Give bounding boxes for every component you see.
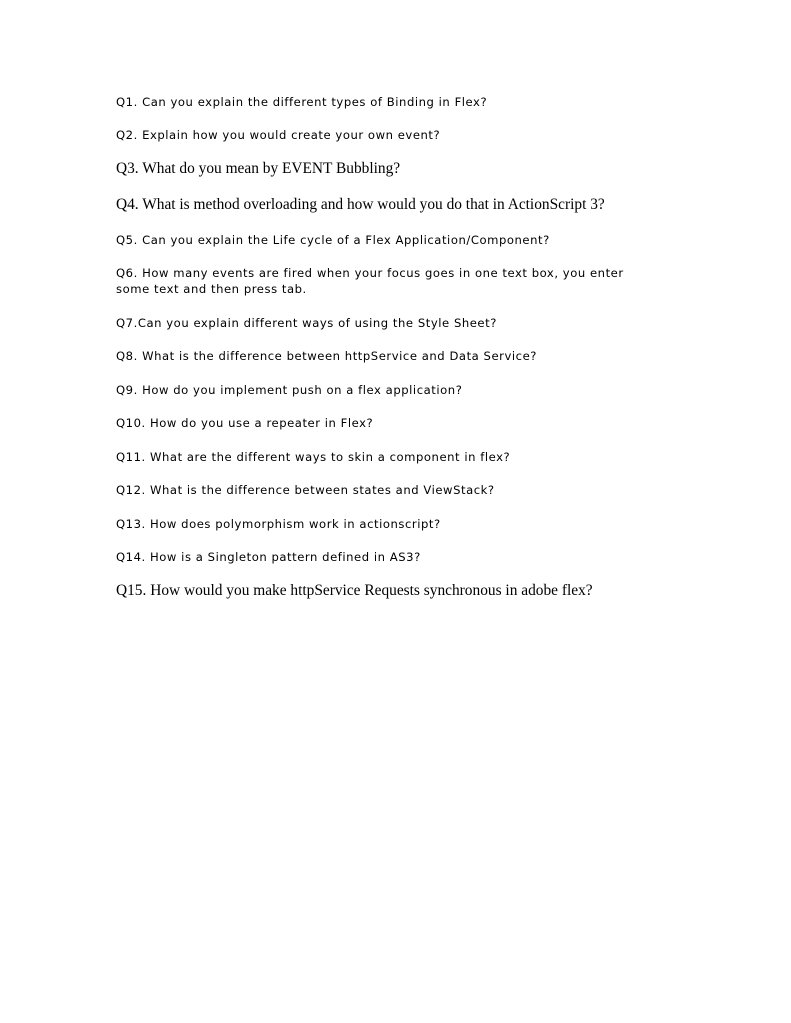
question-11: Q11. What are the different ways to skin a component in flex? bbox=[116, 450, 511, 464]
question-9: Q9. How do you implement push on a flex application? bbox=[116, 383, 463, 397]
question-2: Q2. Explain how you would create your own event? bbox=[116, 128, 441, 142]
question-6 bbox=[116, 265, 676, 297]
question-14: Q14. How is a Singleton pattern defined in AS3? bbox=[116, 550, 421, 564]
question-15: Q15. How would you make httpService Requests synchronous in adobe flex? bbox=[116, 582, 593, 599]
question-13: Q13. How does polymorphism work in actionscript? bbox=[116, 517, 441, 531]
question-6-line-2: some text and then press tab. bbox=[116, 282, 307, 296]
question-1: Q1. Can you explain the different types of Binding in Flex? bbox=[116, 95, 488, 109]
question-4: Q4. What is method overloading and how would you do that in ActionScript 3? bbox=[116, 196, 605, 213]
question-7: Q7.Can you explain different ways of using the Style Sheet? bbox=[116, 316, 497, 330]
question-6-line-1: Q6. How many events are fired when your focus goes in one text box, you enter bbox=[116, 266, 624, 280]
question-10: Q10. How do you use a repeater in Flex? bbox=[116, 416, 374, 430]
question-8: Q8. What is the difference between httpService and Data Service? bbox=[116, 349, 537, 363]
question-5: Q5. Can you explain the Life cycle of a Flex Application/Component? bbox=[116, 233, 550, 247]
question-12: Q12. What is the difference between states and ViewStack? bbox=[116, 483, 495, 497]
question-3: Q3. What do you mean by EVENT Bubbling? bbox=[116, 160, 401, 177]
